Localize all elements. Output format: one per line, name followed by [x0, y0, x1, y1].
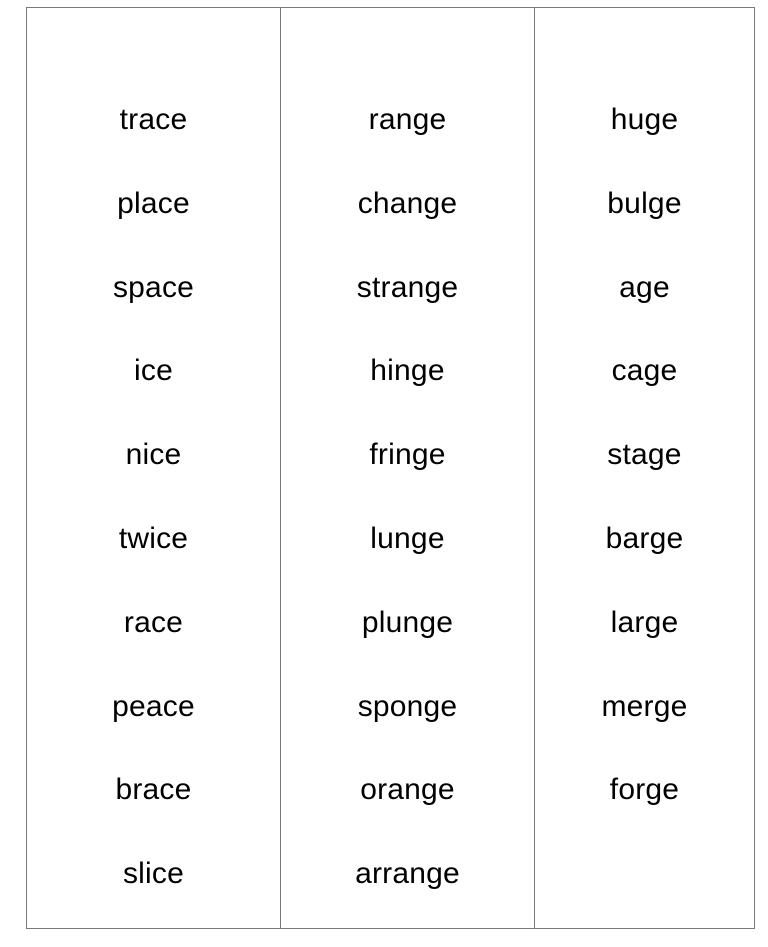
word-cell: nice	[125, 438, 182, 472]
word-cell: large	[610, 605, 679, 639]
word-cell: space	[112, 270, 195, 304]
word-cell: lunge	[370, 521, 445, 555]
word-cell: age	[619, 270, 670, 304]
word-cell: fringe	[369, 438, 446, 472]
word-table	[26, 7, 755, 929]
word-cell: slice	[122, 857, 184, 891]
word-cell: peace	[112, 689, 195, 723]
word-column-ce	[27, 8, 280, 928]
word-cell: huge	[610, 103, 679, 136]
word-cell: twice	[118, 521, 189, 555]
word-cell: change	[357, 186, 458, 220]
word-cell: sponge	[357, 689, 458, 723]
word-list	[535, 94, 754, 848]
word-cell: ice	[134, 354, 173, 388]
word-column-ge	[534, 8, 754, 928]
word-cell: stage	[607, 438, 682, 472]
word-cell: merge	[601, 689, 688, 723]
word-list	[27, 94, 280, 932]
word-cell: cage	[611, 354, 678, 388]
word-list	[281, 94, 534, 932]
word-cell: trace	[119, 103, 188, 136]
word-cell: bulge	[607, 186, 682, 220]
word-cell: hinge	[370, 354, 445, 388]
word-cell: arrange	[355, 857, 460, 891]
word-cell: orange	[360, 773, 455, 807]
word-cell: range	[368, 103, 447, 136]
word-cell: race	[123, 605, 184, 639]
word-cell: brace	[115, 773, 192, 807]
word-cell: place	[117, 186, 190, 220]
word-cell: forge	[609, 773, 680, 807]
word-cell: plunge	[361, 605, 454, 639]
word-cell: barge	[605, 521, 684, 555]
word-cell: strange	[356, 270, 459, 304]
word-column-nge	[280, 8, 534, 928]
